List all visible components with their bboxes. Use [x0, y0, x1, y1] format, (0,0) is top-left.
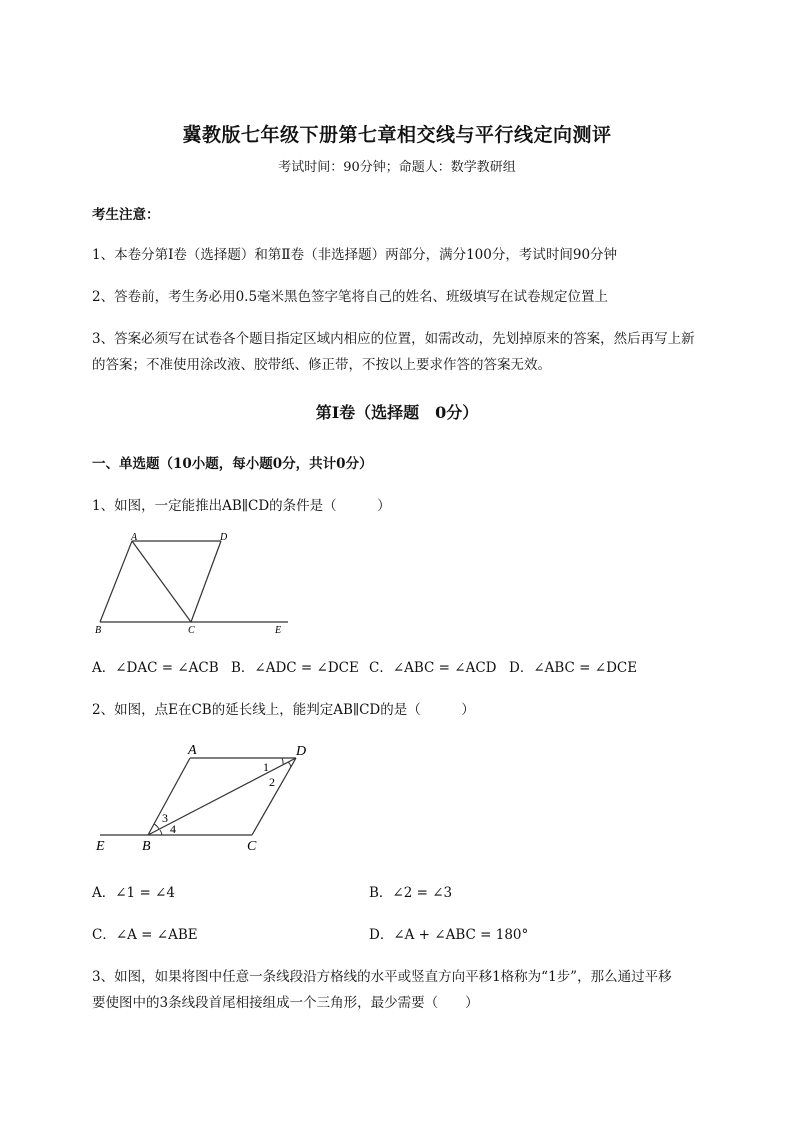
label-d: D	[220, 532, 228, 543]
q2-option-a[interactable]: A．∠1 = ∠4	[92, 885, 175, 901]
angle-label-1: 1	[263, 760, 269, 774]
label-b: B	[142, 839, 151, 854]
q1-option-d[interactable]: D．∠ABC = ∠DCE	[509, 660, 638, 676]
question-1-figure	[88, 528, 298, 640]
angle-arc-2	[288, 762, 291, 767]
q1-option-b[interactable]: B．∠ADC = ∠DCE	[231, 660, 359, 676]
question-3-stem-line-2: 要使图中的3条线段首尾相接组成一个三角形，最少需要（ ）	[92, 995, 479, 1011]
notice-item-3: 3、答案必须写在试卷各个题目指定区域内相应的位置，如需改动，先划掉原来的答案，然后再写上新	[92, 331, 695, 347]
notice-item-3-cont: 的答案；不准使用涂改液、胶带纸、修正带，不按以上要求作答的答案无效。	[92, 357, 551, 373]
section-title: 第I卷（选择题 0分）	[315, 403, 479, 422]
segment-dc	[191, 541, 221, 622]
label-e: E	[275, 625, 282, 636]
page-title: 冀教版七年级下册第七章相交线与平行线定向测评	[182, 124, 612, 146]
notice-item-2: 2、答卷前，考生务必用0.5毫米黑色签字笔将自己的姓名、班级填写在试卷规定位置上	[92, 289, 609, 305]
part-heading: 一、单选题（10小题，每小题0分，共计0分）	[92, 456, 373, 472]
question-2-stem: 2、如图，点E在CB的延长线上，能判定AB∥CD的是（ ）	[92, 702, 475, 718]
label-a: A	[131, 532, 138, 543]
q2-option-b[interactable]: B．∠2 = ∠3	[369, 885, 453, 901]
label-c: C	[247, 839, 257, 854]
exam-info: 考试时间：90分钟；命题人：数学教研组	[278, 160, 516, 175]
angle-arc-4	[160, 830, 162, 835]
notice-heading: 考生注意：	[92, 207, 160, 223]
q1-option-a[interactable]: A．∠DAC = ∠ACB	[92, 660, 219, 676]
segment-ac	[132, 541, 191, 622]
label-d: D	[296, 744, 307, 759]
angle-arc-3	[154, 824, 159, 829]
q1-option-c[interactable]: C．∠ABC = ∠ACD	[369, 660, 497, 676]
question-3-stem-line-1: 3、如图，如果将图中任意一条线段沿方格线的水平或竖直方向平移1格称为“1步”，那么通过平移	[92, 969, 672, 985]
label-a: A	[188, 743, 197, 758]
angle-label-3: 3	[162, 811, 168, 825]
angle-label-2: 2	[269, 775, 275, 789]
label-c: C	[188, 625, 195, 636]
notice-item-1: 1、本卷分第I卷（选择题）和第Ⅱ卷（非选择题）两部分，满分100分，考试时间90分钟	[92, 247, 618, 263]
angle-label-4: 4	[170, 822, 176, 836]
question-2-figure	[88, 738, 328, 856]
angle-arc-1	[282, 758, 283, 765]
label-e: E	[96, 839, 105, 854]
label-b: B	[95, 625, 102, 636]
q2-option-c[interactable]: C．∠A = ∠ABE	[92, 927, 198, 943]
segment-ab	[100, 541, 132, 622]
question-1-stem: 1、如图，一定能推出AB∥CD的条件是（ ）	[92, 498, 391, 514]
q2-option-d[interactable]: D．∠A + ∠ABC = 180°	[369, 927, 529, 943]
